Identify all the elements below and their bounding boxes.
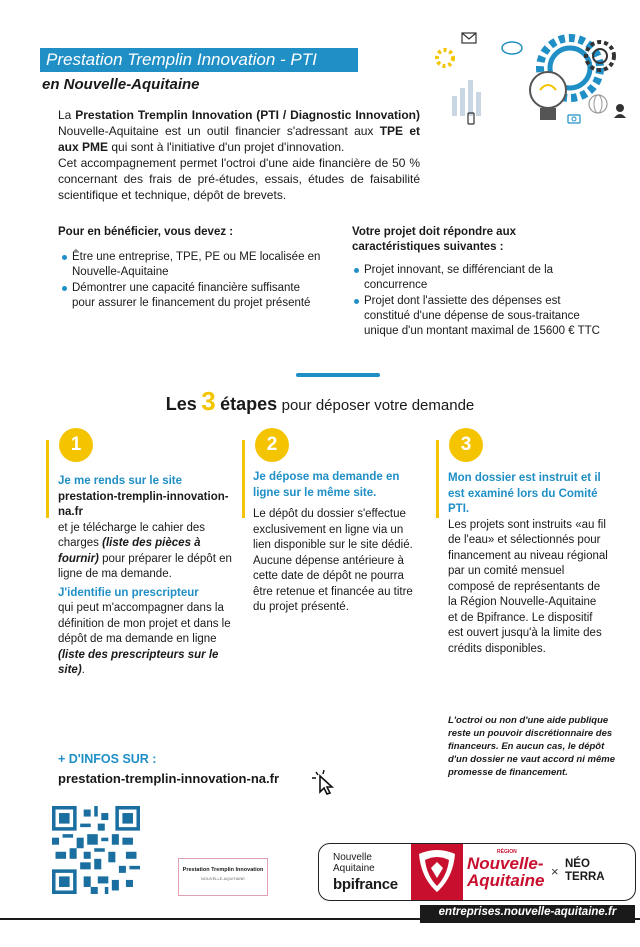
list-item: Démontrer une capacité financière suffisante pour assurer le financement du projet présenté: [62, 281, 322, 311]
step-accent-bar: [436, 440, 439, 518]
intro-target: TPE et aux PME: [58, 124, 420, 154]
cloud-icon: [502, 42, 522, 54]
logo-separator: ×: [551, 864, 559, 879]
step-heading: J'identifie un prescripteur: [58, 586, 199, 599]
intro-paragraph: Cet accompagnement permet l'octroi d'une aide financière de 50 % concernant des frais de pré-études, essais, études de faisabilité scientifique et technique, dépôt de brevets.: [58, 156, 420, 202]
steps-heading: [0, 386, 640, 417]
project-list: [354, 263, 609, 340]
step-1-text: [58, 474, 238, 679]
region-lion-logo: [411, 844, 463, 900]
step-3-text: [448, 471, 608, 657]
steps-heading-etapes: étapes: [220, 394, 278, 414]
bpifrance-region-label: [333, 852, 375, 874]
step-body-part: pour préparer le dépôt en ligne de ma demande.: [58, 552, 232, 580]
neo-terra-line: TERRA: [565, 871, 605, 883]
region-label: RÉGION: [497, 849, 517, 855]
step-body-part: qui peut m'accompagner dans la définition de mon projet et dans le dépôt de ma demande en ligne: [58, 602, 231, 645]
step-body-part: .: [81, 664, 85, 676]
steps-heading-rest: pour déposer votre demande: [281, 397, 475, 414]
step-2-text: [253, 470, 423, 616]
neo-terra-logo: [565, 858, 605, 884]
steps-heading-les: Les: [165, 394, 197, 414]
region-name-line: Aquitaine: [467, 871, 545, 890]
step-body-italic: (liste des prescripteurs sur le site): [58, 648, 219, 676]
step-body: [58, 521, 238, 583]
step-number-badge: 1: [59, 428, 93, 462]
neo-terra-line: NÉO: [565, 858, 590, 870]
gear-icon: [437, 50, 453, 66]
bpifrance-region-line: Nouvelle: [333, 852, 372, 863]
lightbulb-icon: [530, 72, 566, 120]
region-name-line: Nouvelle-: [467, 854, 544, 873]
step-body: [58, 601, 238, 679]
region-name: [467, 855, 544, 889]
footer-link[interactable]: entreprises.nouvelle-aquitaine.fr: [438, 906, 617, 918]
step-heading: Je me rends sur le site: [58, 475, 183, 487]
stamp-subtitle: NOUVELLE-AQUITAINE: [201, 876, 245, 881]
intro-text: [58, 107, 420, 203]
more-info-link[interactable]: prestation-tremplin-innovation-na.fr: [58, 771, 279, 786]
page-title: Prestation Tremplin Innovation - PTI: [46, 50, 317, 69]
bpifrance-region-line: Aquitaine: [333, 863, 375, 874]
qr-code[interactable]: [52, 806, 140, 894]
list-item: Projet innovant, se différenciant de la concurrence: [354, 263, 609, 293]
step-heading: Mon dossier est instruit et il est examiné lors du Comité PTI.: [448, 472, 601, 515]
step-body-italic: (liste des pièces à fournir): [58, 537, 201, 565]
user-icon: [614, 104, 626, 118]
bpifrance-logo: bpifrance: [333, 876, 398, 893]
legal-note: L'octroi ou non d'une aide publique reste un pouvoir discrétionnaire des financeurs. En aucun cas, le dépôt d'un dossier ne vaut accord ni même promesse de financement.: [448, 715, 615, 778]
step-number-badge: 2: [255, 428, 289, 462]
project-title: Votre projet doit répondre aux caractéristiques suivantes :: [352, 226, 516, 253]
intro-text-part: Nouvelle-Aquitaine est un outil financier s'adressant aux: [58, 124, 380, 138]
stamp-title: Prestation Tremplin Innovation: [182, 867, 264, 873]
step-heading: Je dépose ma demande en ligne sur le même site.: [253, 471, 400, 499]
globe-icon: [589, 95, 607, 113]
list-item: Être une entreprise, TPE, PE ou ME localisée en Nouvelle-Aquitaine: [62, 250, 322, 280]
intro-program-name: Prestation Tremplin Innovation (PTI / Diagnostic Innovation): [75, 108, 420, 122]
pti-stamp: [178, 858, 268, 896]
list-item: Projet dont l'assiette des dépenses est constitué d'une dépense de sous-traitance unique d'un montant maximal de 15600 € TTC: [354, 294, 609, 339]
eligibility-title: Pour en bénéficier, vous devez :: [58, 226, 234, 238]
eligibility-list: [62, 250, 322, 312]
section-divider: [296, 373, 380, 377]
step-accent-bar: [46, 440, 49, 518]
intro-text-part: qui sont à l'initiative d'un projet d'innovation.: [108, 140, 345, 154]
innovation-gears-illustration: [420, 18, 635, 138]
step-site: prestation-tremplin-innovation-na.fr: [58, 490, 229, 518]
step-number-badge: 3: [449, 428, 483, 462]
more-info-label: + D'INFOS SUR :: [58, 752, 157, 766]
mail-icon: [462, 33, 476, 43]
step-body: Les projets sont instruits «au fil de l'eau» et sélectionnés pour financement au niveau régional par un comité mensuel composé de représentants de la Région Nouvelle-Aquitaine et de Bpifrance. Le dispositif est ouvert jusqu'à la limite des crédits disponibles.: [448, 518, 608, 655]
intro-paragraph: [58, 107, 420, 155]
step-accent-bar: [242, 440, 245, 518]
step-body: Le dépôt du dossier s'effectue exclusivement en ligne via un lien disponible sur le site dédié. Aucune dépense antérieure à cette date de dépôt ne pourra être retenue et financée au titre du projet présenté.: [253, 508, 413, 613]
bar-chart-icon: [452, 80, 481, 116]
cursor-click-icon: [310, 768, 338, 796]
camera-icon: [568, 115, 580, 123]
partner-logos: [318, 843, 636, 901]
intro-text-part: La: [58, 108, 76, 122]
steps-heading-number: 3: [201, 386, 216, 416]
step-body-part: et je télécharge le cahier des charges: [58, 521, 206, 549]
page-subtitle: en Nouvelle-Aquitaine: [42, 76, 200, 93]
